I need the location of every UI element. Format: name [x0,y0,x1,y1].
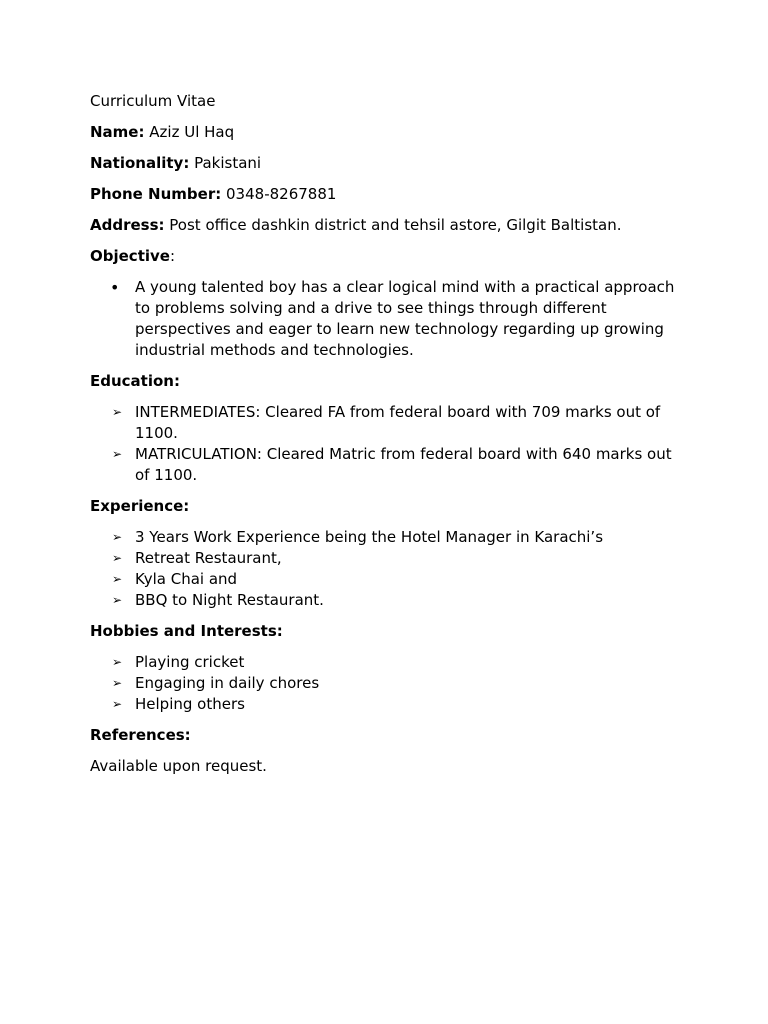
experience-list [90,527,690,611]
education-item-text: MATRICULATION: Cleared Matric from federal board with 640 marks out of 1100. [135,445,672,484]
hobbies-list [90,652,690,715]
list-item [90,444,690,486]
list-item [90,548,690,569]
experience-item-text: Retreat Restaurant, [135,549,282,567]
experience-item-text: Kyla Chai and [135,570,238,588]
objective-colon: : [169,247,176,265]
objective-text: A young talented boy has a clear logical mind with a practical approach to problems solving and a drive to see things through different perspectives and eager to learn new technology regarding up growing industrial methods and technologies. [135,278,675,359]
hobbies-heading-text: Hobbies and Interests: [90,622,283,640]
list-item [90,590,690,611]
education-item-text: INTERMEDIATES: Cleared FA from federal board with 709 marks out of 1100. [135,403,661,442]
arrow-bullet-icon: ➢ [112,530,123,544]
hobby-item-text: Helping others [135,695,245,713]
hobby-item-text: Engaging in daily chores [135,674,320,692]
list-item [90,277,690,361]
objective-heading-text: Objective [90,247,170,265]
arrow-bullet-icon: ➢ [112,676,123,690]
objective-heading [90,246,690,267]
experience-item-text: BBQ to Night Restaurant. [135,591,324,609]
cv-document [90,91,690,787]
address-label: Address: [90,216,165,234]
hobby-item-text: Playing cricket [135,653,245,671]
education-heading-text: Education: [90,372,180,390]
arrow-bullet-icon: ➢ [112,655,123,669]
list-item [90,694,690,715]
references-heading-text: References: [90,726,191,744]
nationality-value: Pakistani [194,154,262,172]
phone-line [90,184,690,205]
hobbies-heading [90,621,690,642]
objective-list [90,277,690,361]
phone-label: Phone Number: [90,185,222,203]
list-item [90,569,690,590]
arrow-bullet-icon: ➢ [112,551,123,565]
nationality-label: Nationality: [90,154,190,172]
arrow-bullet-icon: ➢ [112,593,123,607]
experience-heading [90,496,690,517]
arrow-bullet-icon: ➢ [112,447,123,461]
list-item [90,527,690,548]
document-title: Curriculum Vitae [90,92,216,110]
bullet-icon: • [110,278,120,297]
nationality-line [90,153,690,174]
list-item [90,652,690,673]
address-line [90,215,690,236]
experience-heading-text: Experience: [90,497,190,515]
education-list [90,402,690,486]
arrow-bullet-icon: ➢ [112,572,123,586]
references-heading [90,725,690,746]
list-item [90,402,690,444]
list-item [90,673,690,694]
name-value: Aziz Ul Haq [149,123,235,141]
name-line [90,122,690,143]
education-heading [90,371,690,392]
experience-item-text: 3 Years Work Experience being the Hotel Manager in Karachi’s [135,528,604,546]
name-label: Name: [90,123,145,141]
references-text: Available upon request. [90,757,267,775]
arrow-bullet-icon: ➢ [112,697,123,711]
phone-value: 0348-8267881 [226,185,337,203]
arrow-bullet-icon: ➢ [112,405,123,419]
address-value: Post office dashkin district and tehsil astore, Gilgit Baltistan. [169,216,622,234]
